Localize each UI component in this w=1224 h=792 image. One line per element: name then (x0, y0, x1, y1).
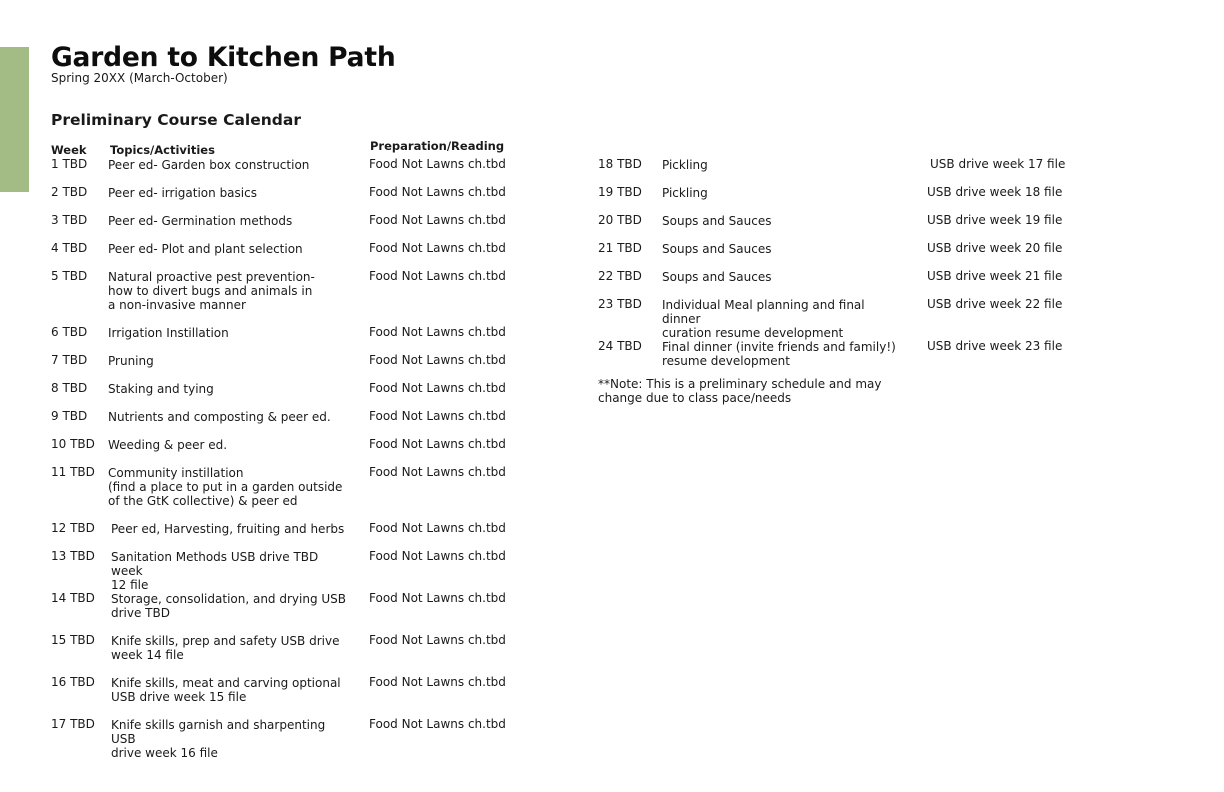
page-title: Garden to Kitchen Path (51, 42, 396, 73)
week-label: 15 TBD (51, 633, 95, 647)
preparation-text: Food Not Lawns ch.tbd (369, 675, 506, 689)
topic-text: Staking and tying (108, 382, 214, 396)
schedule-note: **Note: This is a preliminary schedule and may change due to class pace/needs (598, 377, 882, 405)
topic-text: Knife skills, prep and safety USB drive week 14 file (111, 634, 340, 662)
column-header-week: Week (51, 143, 87, 157)
preparation-text: Food Not Lawns ch.tbd (369, 465, 506, 479)
preparation-text: USB drive week 20 file (927, 241, 1063, 255)
week-label: 20 TBD (598, 213, 642, 227)
preparation-text: Food Not Lawns ch.tbd (369, 591, 506, 605)
topic-text: Knife skills, meat and carving optional USB drive week 15 file (111, 676, 341, 704)
week-label: 24 TBD (598, 339, 642, 353)
week-label: 13 TBD (51, 549, 95, 563)
week-label: 14 TBD (51, 591, 95, 605)
topic-text: Pickling (662, 158, 708, 172)
preparation-text: USB drive week 19 file (927, 213, 1063, 227)
week-label: 1 TBD (51, 157, 88, 171)
preparation-text: USB drive week 23 file (927, 339, 1063, 353)
topic-text: Weeding & peer ed. (108, 438, 228, 452)
preparation-text: Food Not Lawns ch.tbd (369, 549, 506, 563)
preparation-text: Food Not Lawns ch.tbd (369, 185, 506, 199)
week-label: 6 TBD (51, 325, 88, 339)
week-label: 9 TBD (51, 409, 88, 423)
topic-text: Peer ed- irrigation basics (108, 186, 257, 200)
topic-text: Nutrients and composting & peer ed. (108, 410, 331, 424)
preparation-text: USB drive week 17 file (930, 157, 1066, 171)
topic-text: Soups and Sauces (662, 242, 772, 256)
topic-text: Natural proactive pest prevention- how to divert bugs and animals in a non-invasive manner (108, 270, 315, 312)
preparation-text: Food Not Lawns ch.tbd (369, 437, 506, 451)
week-label: 10 TBD (51, 437, 95, 451)
week-label: 5 TBD (51, 269, 88, 283)
topic-text: Pickling (662, 186, 708, 200)
week-label: 22 TBD (598, 269, 642, 283)
preparation-text: Food Not Lawns ch.tbd (369, 325, 506, 339)
preparation-text: USB drive week 22 file (927, 297, 1063, 311)
topic-text: Peer ed- Plot and plant selection (108, 242, 303, 256)
preparation-text: Food Not Lawns ch.tbd (369, 213, 506, 227)
topic-text: Sanitation Methods USB drive TBD week 12 file (111, 550, 319, 592)
topic-text: Soups and Sauces (662, 270, 772, 284)
topic-text: Storage, consolidation, and drying USB drive TBD (111, 592, 347, 620)
preparation-text: Food Not Lawns ch.tbd (369, 521, 506, 535)
week-label: 21 TBD (598, 241, 642, 255)
week-label: 2 TBD (51, 185, 88, 199)
preparation-text: Food Not Lawns ch.tbd (369, 381, 506, 395)
topic-text: Peer ed- Germination methods (108, 214, 293, 228)
week-label: 12 TBD (51, 521, 95, 535)
preparation-text: Food Not Lawns ch.tbd (369, 269, 506, 283)
page-subtitle: Spring 20XX (March-October) (51, 71, 228, 85)
week-label: 3 TBD (51, 213, 88, 227)
preparation-text: Food Not Lawns ch.tbd (369, 353, 506, 367)
topic-text: Peer ed, Harvesting, fruiting and herbs (111, 522, 345, 536)
week-label: 4 TBD (51, 241, 88, 255)
topic-text: Knife skills garnish and sharpenting USB drive week 16 file (111, 718, 326, 760)
week-label: 16 TBD (51, 675, 95, 689)
topic-text: Final dinner (invite friends and family!) resume development (662, 340, 896, 368)
preparation-text: Food Not Lawns ch.tbd (369, 633, 506, 647)
topic-text: Soups and Sauces (662, 214, 772, 228)
topic-text: Community instillation (find a place to put in a garden outside of the GtK collective) & peer ed (108, 466, 343, 508)
week-label: 7 TBD (51, 353, 88, 367)
section-heading: Preliminary Course Calendar (51, 111, 301, 129)
preparation-text: Food Not Lawns ch.tbd (369, 157, 506, 171)
topic-text: Individual Meal planning and final dinner curation resume development (662, 298, 865, 340)
week-label: 17 TBD (51, 717, 95, 731)
topic-text: Peer ed- Garden box construction (108, 158, 310, 172)
topic-text: Irrigation Instillation (108, 326, 229, 340)
preparation-text: Food Not Lawns ch.tbd (369, 717, 506, 731)
week-label: 11 TBD (51, 465, 95, 479)
column-header-topics: Topics/Activities (110, 143, 215, 157)
column-header-preparation: Preparation/Reading (370, 139, 505, 153)
preparation-text: USB drive week 18 file (927, 185, 1063, 199)
week-label: 23 TBD (598, 297, 642, 311)
topic-text: Pruning (108, 354, 154, 368)
preparation-text: Food Not Lawns ch.tbd (369, 241, 506, 255)
preparation-text: USB drive week 21 file (927, 269, 1063, 283)
week-label: 19 TBD (598, 185, 642, 199)
week-label: 18 TBD (598, 157, 642, 171)
accent-bar (0, 47, 29, 192)
preparation-text: Food Not Lawns ch.tbd (369, 409, 506, 423)
week-label: 8 TBD (51, 381, 88, 395)
